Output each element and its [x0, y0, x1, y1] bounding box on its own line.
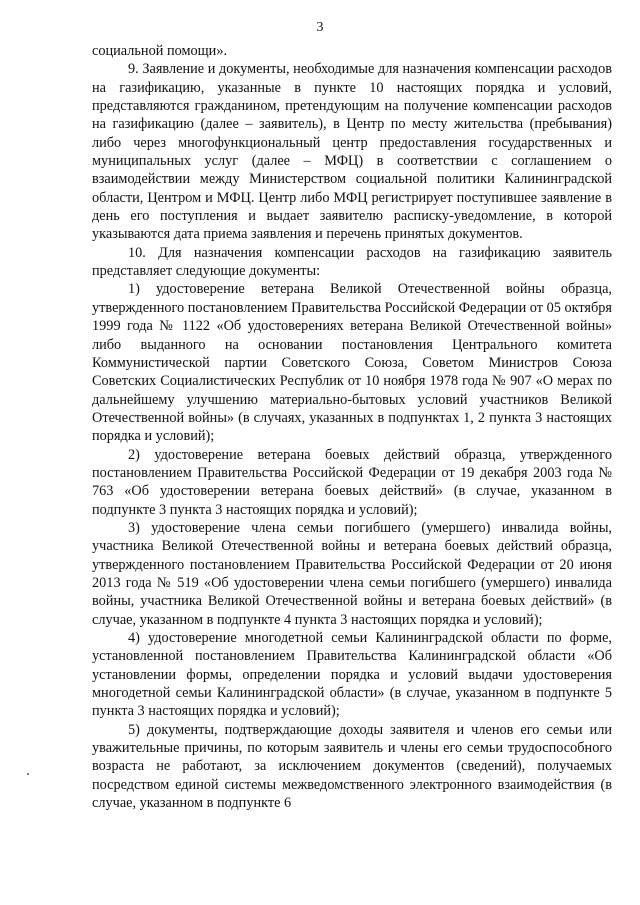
paragraph-item-9: 9. Заявление и документы, необходимые для назначения компенсации расходов на газификацию, указанные в пункте 10 настоящих порядка и условий, представляются гражданином, претендующим на получение компенсации расходов на газификацию (далее – заявитель), в Центр по месту жительства (пребывания) либо через многофункциональный центр предоставления государственных и муниципальных услуг (далее – МФЦ) в соответствии с соглашением о взаимодействии между Министерством социальной политики Калининградской области, Центром и МФЦ. Центр либо МФЦ регистрирует поступившее заявление в день его поступления и выдает заявителю расписку-уведомление, в которой указываются дата приема заявления и перечень принятых документов.	[92, 61, 612, 243]
subitem-1: 1) удостоверение ветерана Великой Отечественной войны образца, утвержденного постановлением Правительства Российской Федерации от 05 октября 1999 года № 1122 «Об удостоверениях ветерана Великой Отечественной войны» либо выданного на основании постановления Центрального комитета Коммунистической партии Советского Союза, Советом Министров Союза Советских Социалистических Республик от 10 ноября 1978 года № 907 «О мерах по дальнейшему улучшению материально-бытовых условий участников Великой Отечественной войны» (в случаях, указанных в подпунктах 1, 2 пункта 3 настоящих порядка и условий);	[92, 281, 612, 445]
scan-speck	[27, 773, 29, 775]
document-body	[92, 42, 612, 812]
page-number: 3	[316, 20, 324, 35]
subitem-5: 5) документы, подтверждающие доходы заявителя и членов его семьи или уважительные причины, по которым заявитель и члены его семьи трудоспособного возраста не работают, за исключением документов (сведений), получаемых посредством единой системы межведомственного электронного взаимодействия (в случае, указанном в подпункте 6	[92, 721, 612, 812]
paragraph-continuation: социальной помощи».	[92, 43, 228, 59]
subitem-3: 3) удостоверение члена семьи погибшего (умершего) инвалида войны, участника Великой Отечественной войны и ветерана боевых действий образца, утвержденного постановлением Правительства Российской Федерации от 20 июня 2013 года № 519 «Об удостоверении члена семьи погибшего (умершего) инвалида войны, участника Великой Отечественной войны и ветерана боевых действий» (в случае, указанном в подпункте 4 пункта 3 настоящих порядка и условий);	[92, 519, 612, 628]
paragraph-item-10: 10. Для назначения компенсации расходов на газификацию заявитель представляет следующие документы:	[92, 244, 612, 280]
subitem-4: 4) удостоверение многодетной семьи Калининградской области по форме, установленной постановлением Правительства Калининградской области «Об установлении формы, определении порядка и условий выдачи удостоверения многодетной семьи Калининградской области» (в случае, указанном в подпункте 5 пункта 3 настоящих порядка и условий);	[92, 630, 612, 720]
subitem-2: 2) удостоверение ветерана боевых действий образца, утвержденного постановлением Правительства Российской Федерации от 19 декабря 2003 года № 763 «Об удостоверении ветерана боевых действий» (в случае, указанном в подпункте 3 пункта 3 настоящих порядка и условий);	[92, 446, 612, 518]
